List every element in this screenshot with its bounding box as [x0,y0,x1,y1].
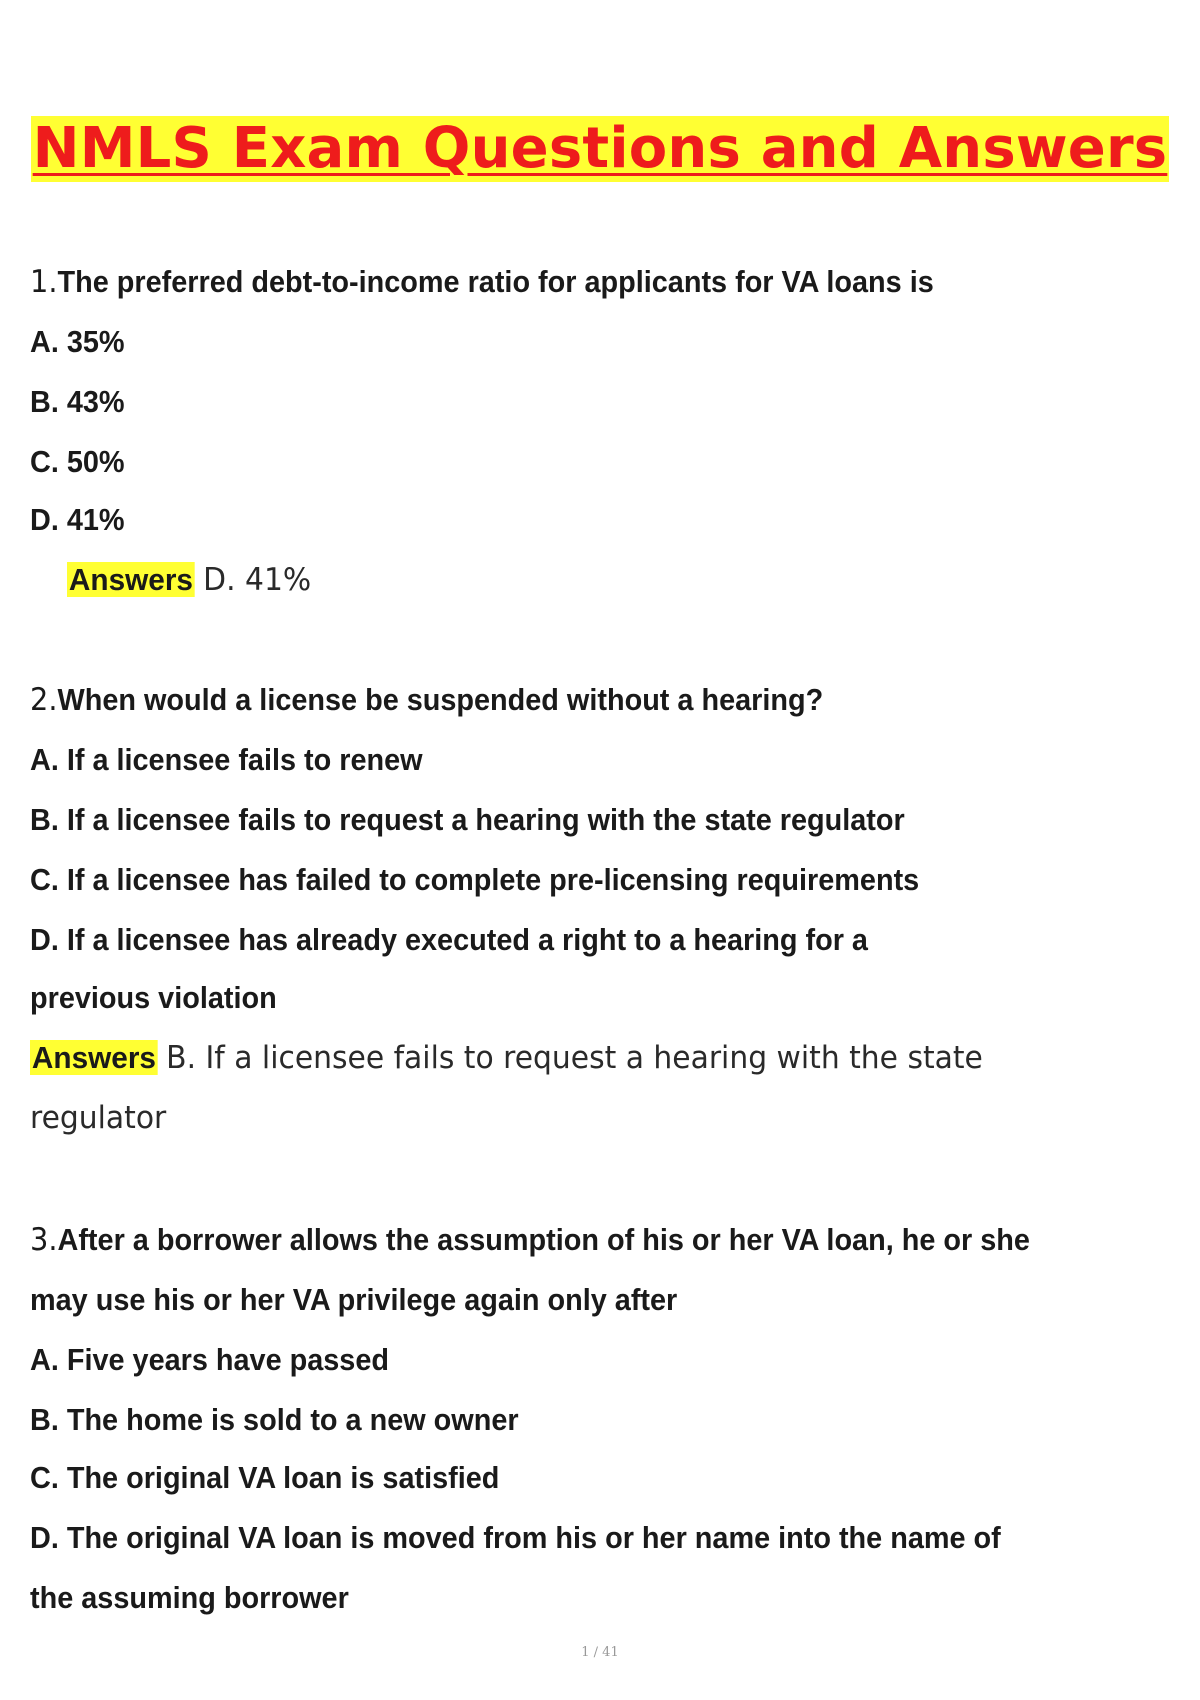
question-1-number: 1. [30,264,58,300]
question-2-option-d: D. If a licensee has already executed a right to a hearing for a [30,922,868,957]
question-3 [30,1220,1030,1260]
question-1-option-d: D. 41% [30,502,125,537]
question-3-option-d: D. The original VA loan is moved from his or her name into the name of [30,1520,1001,1555]
title-container [0,116,1200,182]
page-indicator: 1 / 41 [581,1645,619,1660]
question-1-option-c: C. 50% [30,444,125,479]
question-2-answer-text: B. If a licensee fails to request a hearing with the state [166,1040,983,1076]
question-2-number: 2. [30,682,58,718]
question-2-option-a: A. If a licensee fails to renew [30,742,423,777]
question-3-option-b: B. The home is sold to a new owner [30,1402,519,1437]
question-3-number: 3. [30,1222,58,1258]
question-1-answer [67,560,311,600]
question-1-text: The preferred debt-to-income ratio for applicants for VA loans is [57,264,934,299]
page-title: NMLS Exam Questions and Answers [32,116,1168,181]
question-3-option-a: A. Five years have passed [30,1342,389,1377]
question-2-text: When would a license be suspended without a hearing? [57,682,824,717]
question-2-option-c: C. If a licensee has failed to complete pre-licensing requirements [30,862,920,897]
question-1-answer-text: D. 41% [203,562,312,598]
question-3-option-d-continued: the assuming borrower [30,1580,349,1615]
question-3-text: After a borrower allows the assumption of his or her VA loan, he or she [57,1222,1030,1257]
question-2-option-d-continued: previous violation [30,980,277,1015]
answer-label: Answers [31,1040,156,1075]
question-3-text-continued: may use his or her VA privilege again only after [30,1282,678,1317]
answer-label: Answers [68,562,193,597]
question-2 [30,680,823,720]
question-1 [30,262,934,302]
question-1-option-a: A. 35% [30,324,125,359]
question-3-option-c: C. The original VA loan is satisfied [30,1460,500,1495]
question-2-answer [30,1038,983,1078]
question-2-option-b: B. If a licensee fails to request a hearing with the state regulator [30,802,905,837]
question-1-option-b: B. 43% [30,384,125,419]
question-2-answer-text-continued: regulator [30,1100,167,1136]
question-2-answer-continued [30,1098,166,1138]
